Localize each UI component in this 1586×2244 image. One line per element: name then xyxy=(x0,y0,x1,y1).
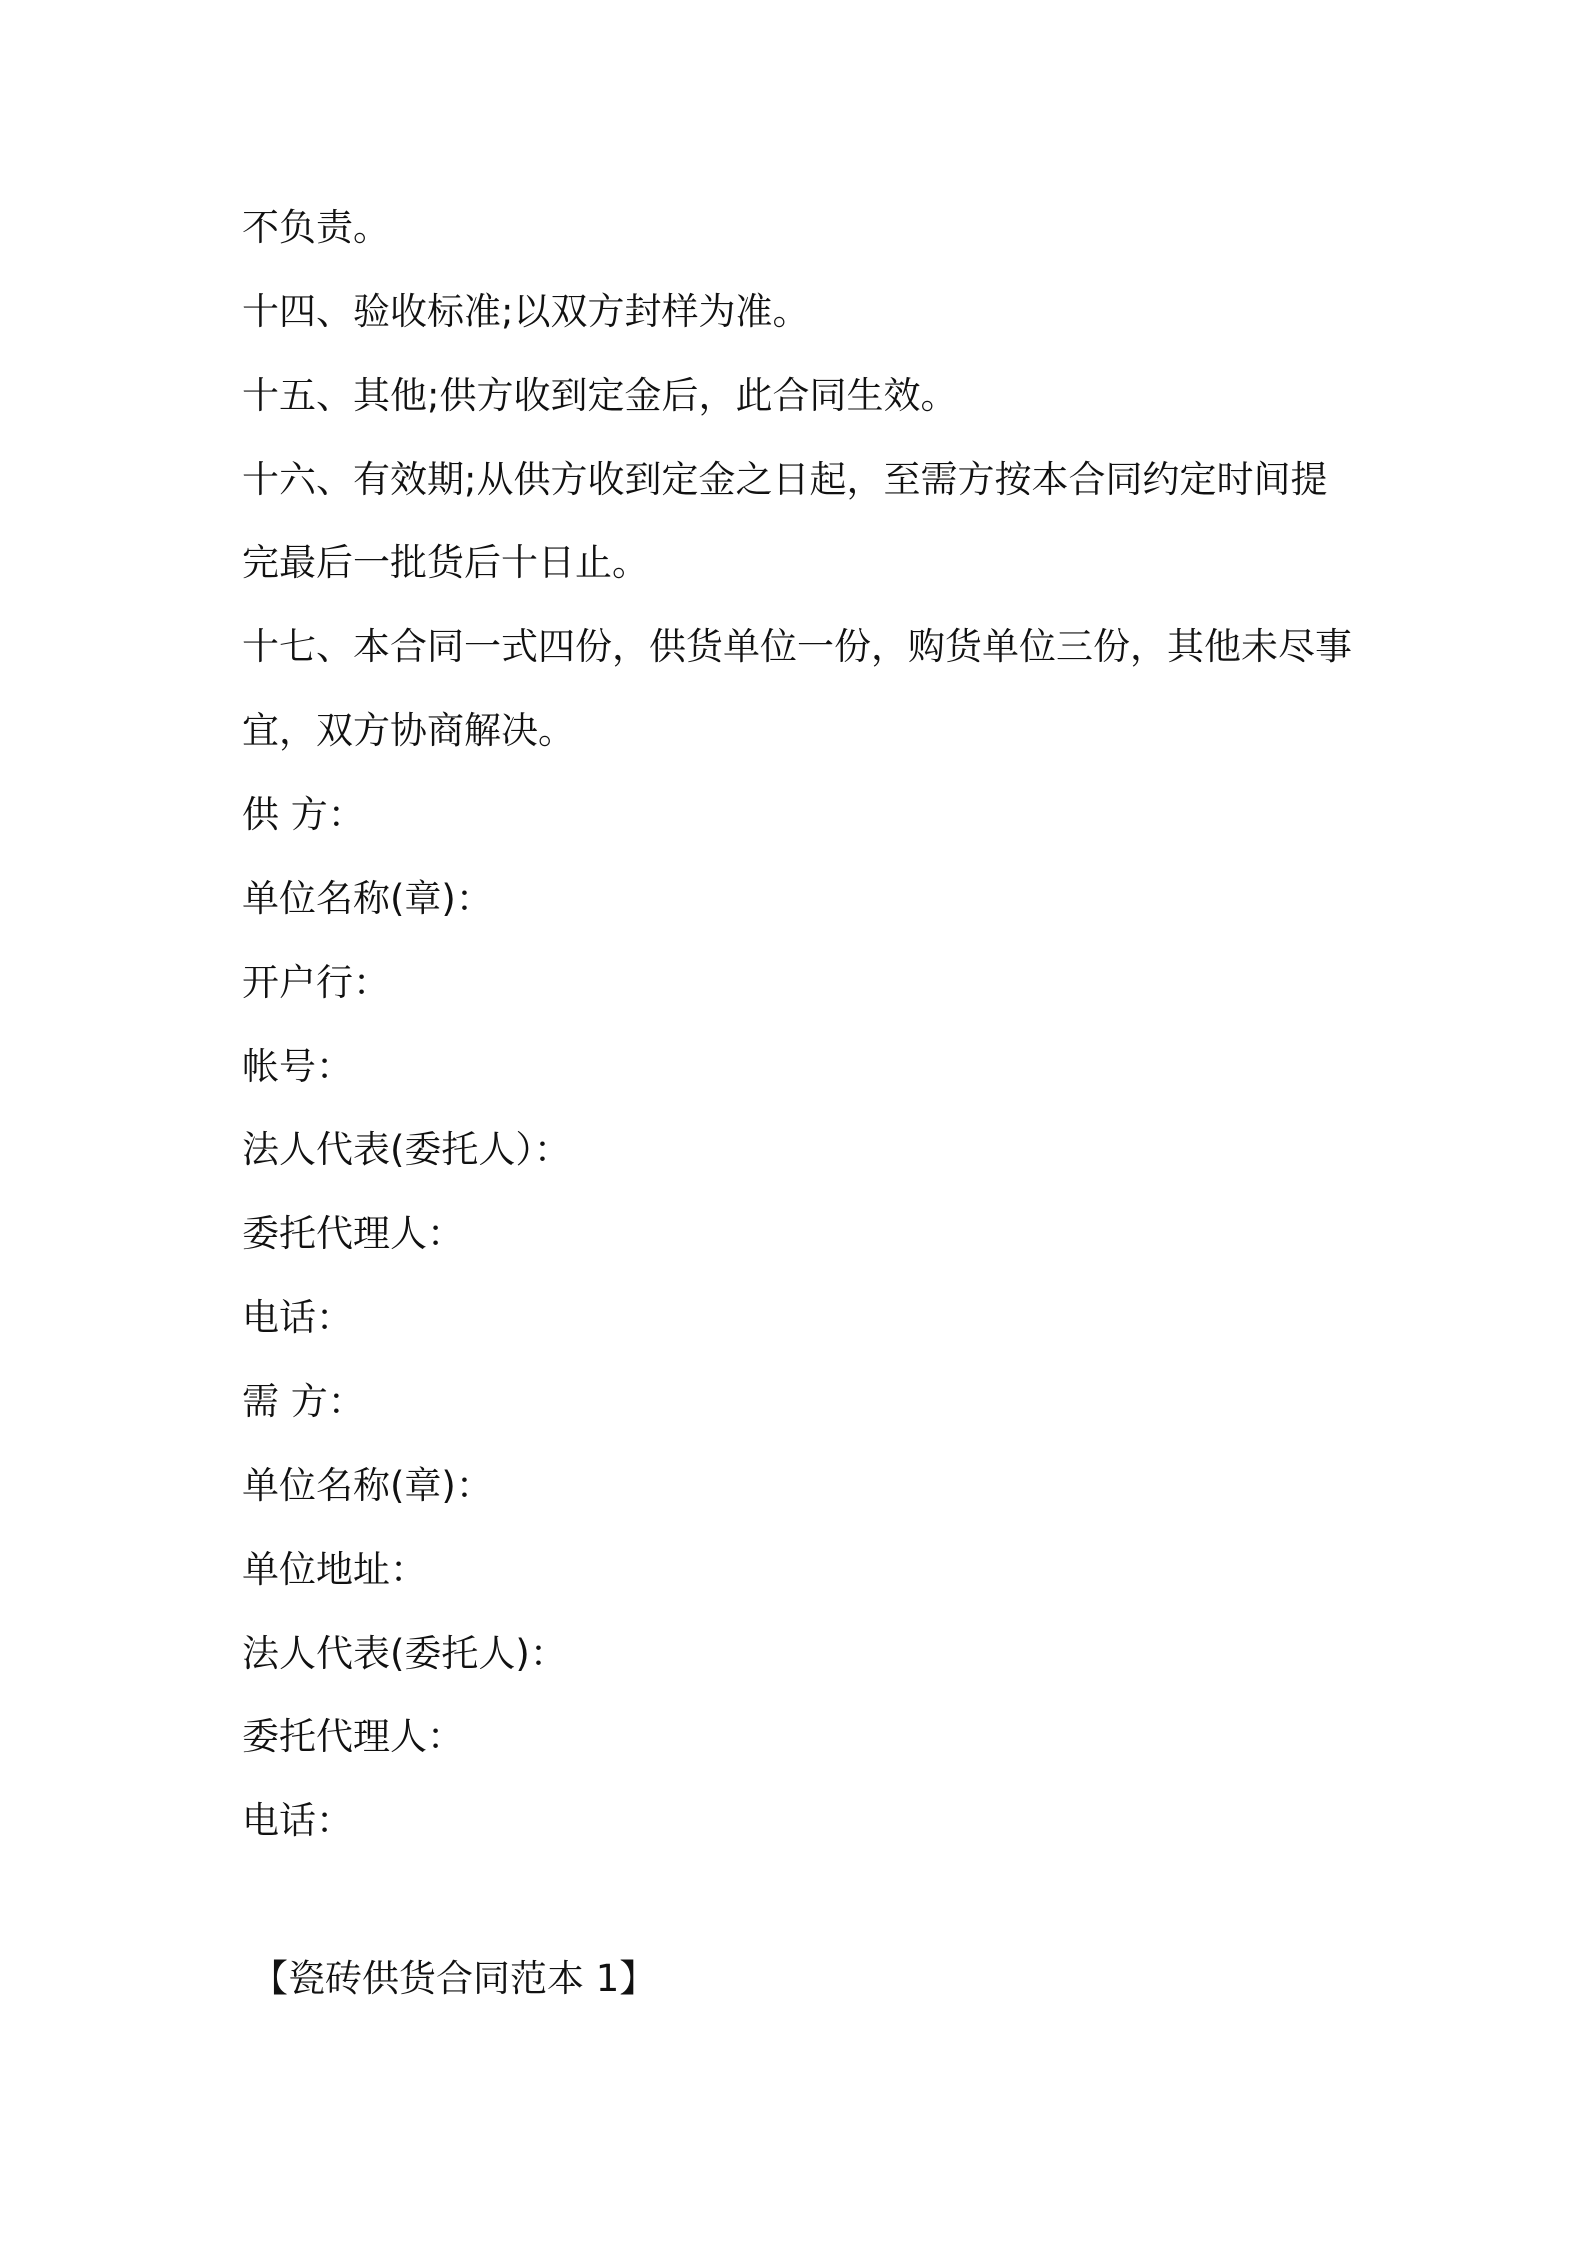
supplier-legal-rep-field: 法人代表(委托人）： xyxy=(242,1128,571,1171)
clause-15: 十五、其他;供方收到定金后，此合同生效。 xyxy=(242,374,958,417)
clause-17-line-2: 宜，双方协商解决。 xyxy=(242,709,575,752)
section-heading: 【瓷砖供货合同范本 1】 xyxy=(251,1957,657,2000)
supplier-company-name-field: 单位名称(章)： xyxy=(242,877,493,920)
buyer-address-field: 单位地址： xyxy=(242,1548,427,1591)
clause-14: 十四、验收标准;以双方封样为准。 xyxy=(242,290,810,333)
clause-17-line-1: 十七、本合同一式四份，供货单位一份，购货单位三份，其他未尽事 xyxy=(242,625,1352,668)
supplier-label: 供 方： xyxy=(242,793,365,836)
buyer-label: 需 方： xyxy=(242,1380,365,1423)
supplier-bank-field: 开户行： xyxy=(242,961,390,1004)
clause-16-line-1: 十六、有效期;从供方收到定金之日起，至需方按本合同约定时间提 xyxy=(242,458,1328,501)
buyer-legal-rep-field: 法人代表(委托人)： xyxy=(242,1632,567,1675)
supplier-phone-field: 电话： xyxy=(242,1296,353,1339)
buyer-phone-field: 电话： xyxy=(242,1799,353,1842)
buyer-agent-field: 委托代理人： xyxy=(242,1715,464,1758)
clause-13-continuation: 不负责。 xyxy=(242,206,390,249)
supplier-agent-field: 委托代理人： xyxy=(242,1212,464,1255)
supplier-account-field: 帐号： xyxy=(242,1045,353,1088)
clause-16-line-2: 完最后一批货后十日止。 xyxy=(242,541,649,584)
buyer-company-name-field: 单位名称(章)： xyxy=(242,1464,493,1507)
